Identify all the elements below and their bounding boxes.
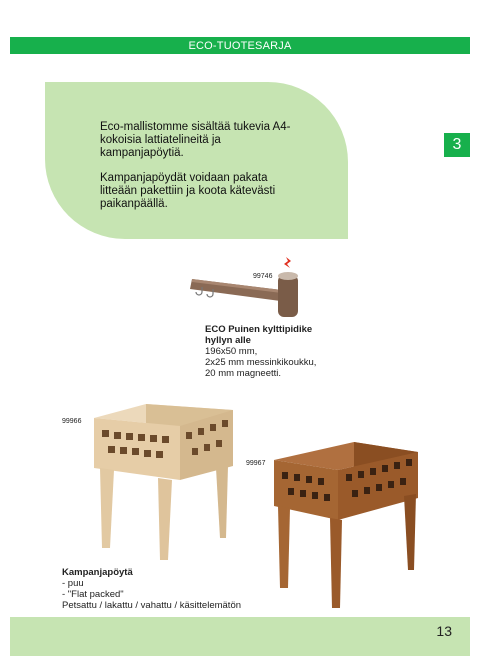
caption-title: ECO Puinen kylttipidike: [205, 324, 313, 335]
series-header: [10, 37, 470, 54]
caption-spec: 2x25 mm messinkikoukku,: [205, 357, 317, 368]
table-caption: [62, 567, 241, 611]
sign-holder-image: [180, 255, 310, 320]
caption-spec: 196x50 mm,: [205, 346, 258, 357]
caption-line: Petsattu / lakattu / vahattu / käsittelemätön: [62, 600, 242, 611]
footer-bar: [10, 617, 470, 656]
light-table-image: [88, 398, 238, 563]
product-code: 99967: [246, 460, 266, 467]
product-code: 99966: [62, 418, 82, 425]
caption-line: - puu: [62, 578, 84, 589]
caption-title: Kampanjapöytä: [62, 567, 133, 578]
dark-table: [274, 442, 418, 608]
dark-table-image: [272, 438, 422, 610]
chapter-tab: [444, 133, 470, 157]
intro-paragraph: Eco-mallistomme sisältää tukevia A4-kokoisia lattiatelineitä ja kampanjapöytiä.: [100, 121, 291, 159]
light-table: [94, 404, 233, 560]
chapter-number: 3: [452, 136, 462, 153]
caption-spec: 20 mm magneetti.: [205, 368, 282, 379]
intro-text: [100, 121, 300, 223]
sign-holder-caption: [205, 324, 316, 379]
caption-title: hyllyn alle: [205, 335, 251, 346]
magnet-icon: [284, 257, 291, 268]
page-number: 13: [436, 623, 452, 639]
intro-paragraph: Kampanjapöydät voidaan pakata litteään pakettiin ja koota kätevästi paikanpäällä.: [100, 172, 276, 210]
product-code: 99746: [253, 273, 273, 280]
holder-post: [278, 275, 298, 317]
caption-line: - "Flat packed": [62, 589, 124, 600]
series-title: ECO-TUOTESARJA: [188, 39, 292, 52]
